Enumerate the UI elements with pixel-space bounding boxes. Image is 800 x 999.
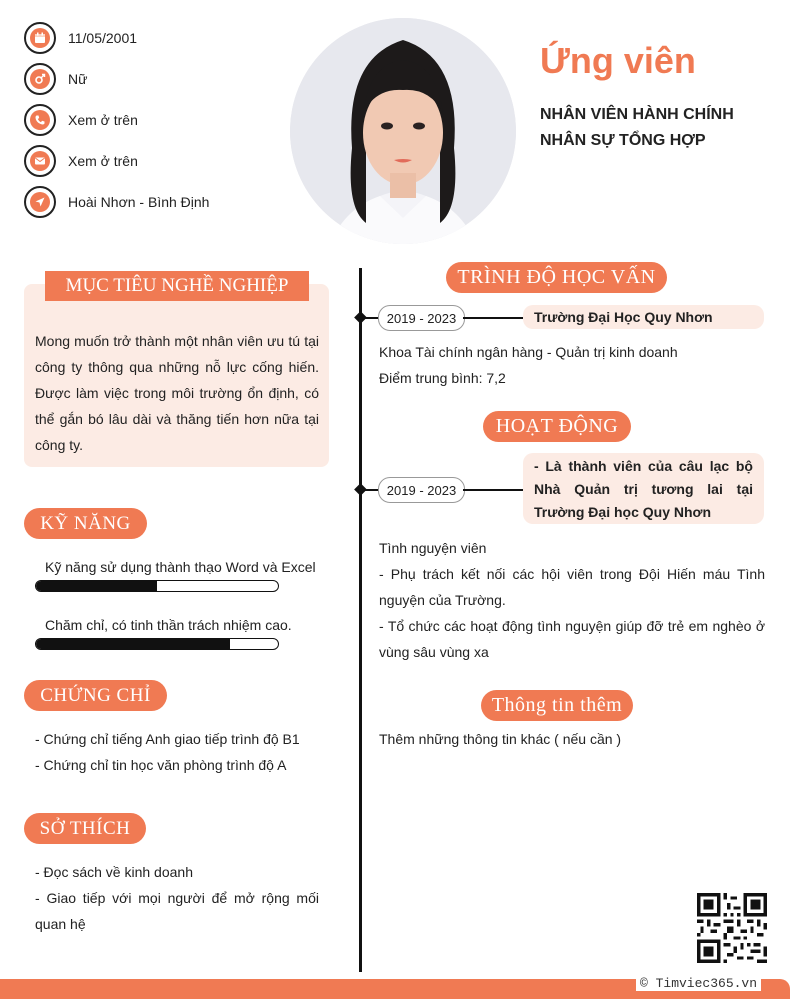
timeline-connector bbox=[362, 317, 378, 319]
activity-detail: - Tổ chức các hoạt động tình nguyện giúp đỡ trẻ em nghèo ở vùng sâu vùng xa bbox=[379, 618, 765, 660]
education-heading: TRÌNH ĐỘ HỌC VẤN bbox=[446, 262, 667, 293]
contact-email bbox=[24, 144, 138, 178]
email-icon bbox=[24, 145, 56, 177]
phone-text: Xem ở trên bbox=[68, 112, 138, 128]
email-text: Xem ở trên bbox=[68, 153, 138, 169]
activity-heading: - Là thành viên của câu lạc bộ Nhà Quản trị tương lai tại Trường Đại học Quy Nhơn bbox=[523, 453, 764, 524]
candidate-name: Ứng viên bbox=[540, 40, 696, 81]
hobby-item: - Đọc sách về kinh doanh bbox=[35, 864, 193, 880]
timeline-connector bbox=[362, 489, 378, 491]
activity-detail: - Phụ trách kết nối các hội viên trong Đội Hiến máu Tình nguyện của Trường. bbox=[379, 566, 765, 608]
timeline-line bbox=[359, 268, 362, 972]
profile-photo bbox=[290, 18, 516, 244]
skill-label: Chăm chỉ, có tinh thần trách nhiệm cao. bbox=[45, 617, 292, 633]
objective-heading: MỤC TIÊU NGHỀ NGHIỆP bbox=[45, 271, 309, 301]
job-title bbox=[540, 102, 734, 154]
objective-text: Mong muốn trở thành một nhân viên ưu tú tại công ty thông qua những nỗ lực cống hiến. Được làm việc trong môi trường ổn định, có thể gắn bó lâu dài và thăng tiến hơn nữa tại công ty. bbox=[35, 333, 319, 453]
activity-date: 2019 - 2023 bbox=[378, 477, 465, 503]
school-name: Trường Đại Học Quy Nhơn bbox=[523, 305, 764, 329]
gender-text: Nữ bbox=[68, 71, 88, 87]
skills-heading: KỸ NĂNG bbox=[24, 508, 147, 539]
birthday-text: 11/05/2001 bbox=[68, 30, 138, 46]
contact-gender bbox=[24, 62, 87, 96]
activities-heading: HOẠT ĐỘNG bbox=[483, 411, 631, 442]
skill-level-bar bbox=[35, 638, 279, 650]
address-text: Hoài Nhơn - Bình Định bbox=[68, 194, 210, 210]
contact-birthday bbox=[24, 21, 137, 55]
qr-code bbox=[697, 893, 767, 963]
job-title-line-2: NHÂN SỰ TỔNG HỢP bbox=[540, 132, 706, 149]
location-icon bbox=[24, 186, 56, 218]
contact-address bbox=[24, 185, 209, 219]
activity-detail: Tình nguyện viên bbox=[379, 540, 487, 556]
skill-level-fill bbox=[36, 581, 157, 591]
certificate-item: - Chứng chỉ tin học văn phòng trình độ A bbox=[35, 757, 287, 773]
hobbies-heading: SỞ THÍCH bbox=[24, 813, 146, 844]
education-detail: Điểm trung bình: 7,2 bbox=[379, 370, 506, 386]
certificates-heading: CHỨNG CHỈ bbox=[24, 680, 167, 711]
certificate-item: - Chứng chỉ tiếng Anh giao tiếp trình độ B1 bbox=[35, 731, 300, 747]
education-date: 2019 - 2023 bbox=[378, 305, 465, 331]
timeline-connector bbox=[463, 489, 525, 491]
skill-level-bar bbox=[35, 580, 279, 592]
copyright-text: © Timviec365.vn bbox=[636, 976, 761, 991]
phone-icon bbox=[24, 104, 56, 136]
skill-label: Kỹ năng sử dụng thành thạo Word và Excel bbox=[45, 559, 316, 575]
contact-phone bbox=[24, 103, 138, 137]
timeline-connector bbox=[463, 317, 525, 319]
gender-icon bbox=[24, 63, 56, 95]
hobby-item: - Giao tiếp với mọi người để mở rộng mối quan hệ bbox=[35, 890, 319, 932]
calendar-icon bbox=[24, 22, 56, 54]
education-detail: Khoa Tài chính ngân hàng - Quản trị kinh doanh bbox=[379, 344, 678, 360]
job-title-line-1: NHÂN VIÊN HÀNH CHÍNH bbox=[540, 106, 734, 123]
skill-level-fill bbox=[36, 639, 230, 649]
extra-text: Thêm những thông tin khác ( nếu cần ) bbox=[379, 731, 622, 747]
extra-heading: Thông tin thêm bbox=[481, 690, 633, 721]
